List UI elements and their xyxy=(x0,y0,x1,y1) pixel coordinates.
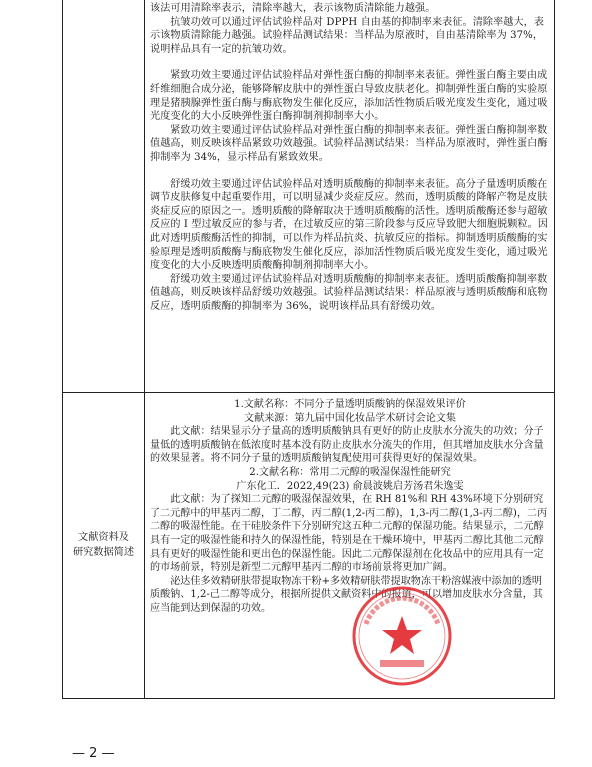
paragraph: 舒缓功效主要通过评估试验样品对透明质酸酶的抑制率来表征。透明质酸酶抑制率数值越高，则反映该样品舒缓功效越强。试验样品测试结果：样品原液与透明质酸酶和底物反应，透明质酸酶的抑制率为 36%，说明该样品具有舒缓功效。 xyxy=(150,273,548,312)
literature-title: 1.文献名称：不同分子量透明质酸钠的保湿效果评价 xyxy=(234,399,466,410)
literature-cell xyxy=(150,398,550,616)
spacer xyxy=(150,165,550,178)
efficacy-description-cell xyxy=(150,2,550,313)
paragraph: 抗皱功效可以通过评估试验样品对 DPPH 自由基的抑制率来表征。清除率越大，表示该物质清除能力越强。试验样品测试结果：当样品为原液时，自由基清除率为 37%，说明样品具有一定的抗皱功效。 xyxy=(150,16,545,55)
literature-source: 广东化工．2022,49(23) 俞晨波姚启芳汤君朱逸雯 xyxy=(236,480,464,492)
spacer xyxy=(150,56,550,69)
column-divider xyxy=(144,0,145,698)
section-label-line: 研究数据简述 xyxy=(72,547,135,558)
page-number: — 2 — xyxy=(72,746,115,761)
paragraph: 紧致功效主要通过评估试验样品对弹性蛋白酶的抑制率来表征。弹性蛋白酶主要由成纤维细胞合成分泌，能够降解皮肤中的弹性蛋白导致皮肤老化。抑制弹性蛋白酶的实验原理是猪胰腺弹性蛋白酶与酶底物发生催化反应，添加活性物质后吸光度发生变化，通过吸光度变化的大小反映弹性蛋白酶抑制剂抑制率大小。 xyxy=(150,70,548,123)
paragraph: 舒缓功效主要通过评估试验样品对透明质酸酶的抑制率来表征。高分子量透明质酸在调节皮肤修复中起重要作用，可以明显减少炎症反应。然而，透明质酸的降解产物是皮肤炎症反应的原因之一。透明质酸的降解取决于透明质酸酶的活性。透明质酸酶还参与超敏反应的 I 型过敏反应的参与者，在过敏反应的第三阶段参与反应导致肥大细胞脱颗粒。因此对透明质酸酶活性的抑制，可以作为样品抗炎、抗敏反应的指标。抑制透明质酸酶的实验原理是透明质酸酶与酶底物发生催化反应，添加活性物质后吸光度发生变化，通过吸光度变化的大小反映透明质酸酶抑制剂抑制率大小。 xyxy=(150,178,549,272)
literature-content: 此文献：为了探知二元醇的吸湿保湿效果，在 RH 81%和 RH 43%环境下分别研究了二元醇中的甲基丙二醇，丁二醇，丙二醇(1,2-丙二醇)，1,3-丙二醇(1,3-丙二醇)，二丙二醇的吸湿性能。在干硅胶条件下分别研究这五种二元醇的保湿功能。结果显示，二元醇具有一定的吸湿性能和持久的保湿性能，特别是在干燥环境中，甲基丙二醇比其他二元醇具有更好的吸湿性能和更出色的保湿性能。因此二元醇保湿剂在化妆品中的应用具有一定的市场前景，特别是新型二元醇甲基丙二醇的市场前景将更加广阔。 xyxy=(150,494,548,574)
document-table xyxy=(62,0,555,699)
literature-source: 文献来源：第九届中国化妆品学术研讨会论文集 xyxy=(244,412,456,424)
paragraph: 该法可用清除率表示，清除率越大，表示该物质清除能力越强。 xyxy=(150,3,436,14)
paragraph: 紧致功效主要通过评估试验样品对弹性蛋白酶的抑制率来表征。弹性蛋白酶抑制率数值越高，则反映该样品紧致功效越强。试验样品测试结果：当样品为原液时，弹性蛋白酶抑制率为 34%，显示样品有紧致效果。 xyxy=(150,124,548,163)
literature-title: 2.文献名称：常用二元醇的吸湿保湿性能研究 xyxy=(249,466,451,478)
section-label-line: 文献资料及 xyxy=(78,532,129,543)
conclusion-paragraph: 泌达佳多效精研肤带提取物冻干粉+多效精研肤带提取物冻干粉溶媒液中添加的透明质酸钠、1,2-己二醇等成分，根据所提供文献资料中的报道，可以增加皮肤水分含量，其应当能到达到保湿的功效。 xyxy=(150,575,543,614)
literature-content: 此文献：结果显示分子量高的透明质酸钠具有更好的防止皮肤水分流失的功效；分子量低的透明质酸钠在低浓度时基本没有防止皮肤水分流失的作用，但其增加皮肤水分含量的效果显著。将不同分子量的透明质酸钠复配使用可获得更好的保湿效果。 xyxy=(150,426,544,465)
section-label xyxy=(63,392,144,698)
